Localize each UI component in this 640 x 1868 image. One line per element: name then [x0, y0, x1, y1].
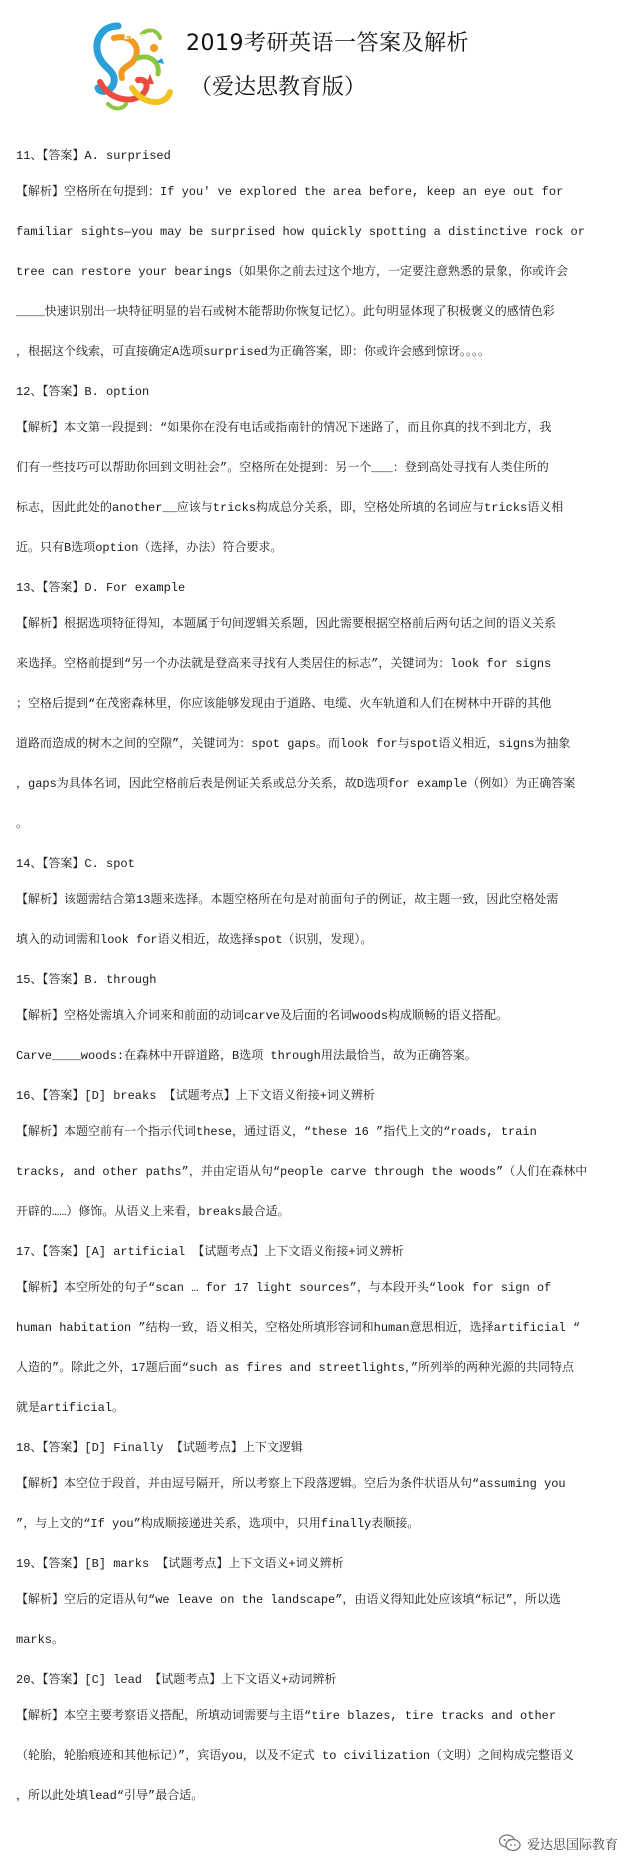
answer-item-20	[16, 1672, 624, 1805]
answer-list	[16, 148, 624, 1828]
analysis-line: 标志，因此此处的another__应该与tricks构成总分关系，即，空格处所填的名词应与tricks语义相	[16, 501, 564, 515]
answer-item-12	[16, 384, 624, 557]
analysis-line: tracks, and other paths”，并由定语从句“people carve through the woods”（人们在森林中	[16, 1165, 588, 1179]
analysis-line: human habitation ”结构一致，语义相关，空格处所填形容词和human意思相近，选择artificial “	[16, 1321, 581, 1335]
answer-line: 16、【答案】[D] breaks 【试题考点】上下文语义衔接+词义辨析	[16, 1089, 375, 1103]
analysis-line: familiar sights—you may be surprised how quickly spotting a distinctive rock or	[16, 225, 585, 239]
answer-item-19	[16, 1556, 624, 1649]
answer-item-13	[16, 580, 624, 833]
analysis-line: 【解析】本空位于段首，并由逗号隔开，所以考察上下段落逻辑。空后为条件状语从句“assuming you	[16, 1477, 566, 1491]
analysis-line: （轮胎，轮胎痕迹和其他标记）”，宾语you，以及不定式 to civilization（文明）之间构成完整语义	[16, 1749, 575, 1763]
analysis-line: 人造的”。除此之外，17题后面“such as fires and streetlights，”所列举的两种光源的共同特点	[16, 1361, 575, 1375]
answer-line: 15、【答案】B. through	[16, 973, 157, 987]
analysis-line: 【解析】空后的定语从句“we leave on the landscape”，由语义得知此处应该填“标记”，所以选	[16, 1593, 561, 1607]
analysis-line: 【解析】空格处需填入介词来和前面的动词carve及后面的名词woods构成顺畅的语义搭配。	[16, 1009, 509, 1023]
analysis-paragraph	[16, 420, 624, 557]
answer-line: 12、【答案】B. option	[16, 385, 150, 399]
answer-item-17	[16, 1244, 624, 1417]
answer-item-11	[16, 148, 624, 361]
analysis-line: tree can restore your bearings（如果你之前去过这个地方，一定要注意熟悉的景象，你或许会	[16, 265, 569, 279]
analysis-paragraph	[16, 1476, 624, 1533]
analysis-line: 道路而造成的树木之间的空隙”，关键词为：spot gaps。而look for与spot语义相近，signs为抽象	[16, 737, 571, 751]
analysis-line: 近。只有B选项option（选择，办法）符合要求。	[16, 541, 283, 555]
answer-line: 20、【答案】[C] lead 【试题考点】上下文语义+动词辨析	[16, 1673, 337, 1687]
answer-line: 11、【答案】A. surprised	[16, 149, 171, 163]
analysis-line: 【解析】根据选项特征得知，本题属于句间逻辑关系题，因此需要根据空格前后两句话之间的语义关系	[16, 617, 557, 631]
page-subtitle: （爱达思教育版）	[190, 75, 367, 100]
analysis-paragraph	[16, 1592, 624, 1649]
analysis-line: 填入的动词需和look for语义相近，故选择spot（识别，发现）。	[16, 933, 373, 947]
wechat-icon	[499, 1834, 521, 1852]
analysis-line: ；空格后提到“在茂密森林里，你应该能够发现由于道路、电缆、火车轨道和人们在树林中开辟的其他	[16, 697, 552, 711]
answer-item-16	[16, 1088, 624, 1221]
answer-line: 14、【答案】C. spot	[16, 857, 135, 871]
analysis-line: ，所以此处填lead“引导”最合适。	[16, 1789, 204, 1803]
document-header	[0, 0, 640, 120]
analysis-line: 【解析】本题空前有一个指示代词these，通过语义，“these 16 ”指代上文的“roads, train	[16, 1125, 537, 1139]
answer-line: 17、【答案】[A] artificial 【试题考点】上下文语义衔接+词义辨析	[16, 1245, 404, 1259]
answer-item-14	[16, 856, 624, 949]
answer-item-15	[16, 972, 624, 1065]
analysis-paragraph	[16, 1124, 624, 1221]
analysis-line: 就是artificial。	[16, 1401, 125, 1415]
watermark-text: 爱达思国际教育	[526, 1837, 618, 1853]
analysis-line: 【解析】本文第一段提到：“如果你在没有电话或指南针的情况下迷路了，而且你真的找不到北方，我	[16, 421, 552, 435]
analysis-line: ，gaps为具体名词，因此空格前后表是例证关系或总分关系，故D选项for example（例如）为正确答案	[16, 777, 576, 791]
analysis-paragraph	[16, 1280, 624, 1417]
watermark	[499, 1832, 618, 1854]
answer-line: 13、【答案】D. For example	[16, 581, 186, 595]
analysis-paragraph	[16, 184, 624, 361]
analysis-line: 【解析】该题需结合第13题来选择。本题空格所在句是对前面句子的例证，故主题一致，因此空格处需	[16, 893, 559, 907]
logo-text: Eidath	[124, 32, 157, 42]
page-title: 2019考研英语一答案及解析	[186, 31, 469, 56]
analysis-paragraph	[16, 616, 624, 833]
analysis-line: ，根据这个线索，可直接确定A选项surprised为正确答案，即：你或许会感到惊讶。。。。	[16, 345, 491, 359]
analysis-line: 【解析】空格所在句提到：If you' ve explored the area before, keep an eye out for	[16, 185, 564, 199]
analysis-line: marks。	[16, 1633, 65, 1647]
answer-line: 18、【答案】[D] Finally 【试题考点】上下文逻辑	[16, 1441, 303, 1455]
analysis-paragraph	[16, 1708, 624, 1805]
analysis-line: 【解析】本空所处的句子“scan … for 17 light sources”，与本段开头“look for sign of	[16, 1281, 552, 1295]
eidath-logo	[88, 18, 178, 118]
analysis-line: 开辟的……）修饰。从语义上来看，breaks最合适。	[16, 1205, 290, 1219]
analysis-line: 。	[16, 817, 29, 831]
analysis-line: ”，与上文的“If you”构成顺接递进关系，选项中，只用finally表顺接。	[16, 1517, 420, 1531]
answer-line: 19、【答案】[B] marks 【试题考点】上下文语义+词义辨析	[16, 1557, 344, 1571]
analysis-line: 来选择。空格前提到“另一个办法就是登高来寻找有人类居住的标志”，关键词为：look for signs	[16, 657, 552, 671]
answer-item-18	[16, 1440, 624, 1533]
analysis-line: 们有一些技巧可以帮助你回到文明社会”。空格所在处提到：另一个___：登到高处寻找有人类住所的	[16, 461, 549, 475]
analysis-paragraph	[16, 1008, 624, 1065]
analysis-paragraph	[16, 892, 624, 949]
analysis-line: 【解析】本空主要考察语义搭配，所填动词需要与主语“tire blazes, tire tracks and other	[16, 1709, 557, 1723]
analysis-line: Carve____woods:在森林中开辟道路，B选项 through用法最恰当，故为正确答案。	[16, 1049, 477, 1063]
analysis-line: ____快速识别出一块特征明显的岩石或树木能帮助你恢复记忆）。此句明显体现了积极褒义的感情色彩	[16, 305, 555, 319]
